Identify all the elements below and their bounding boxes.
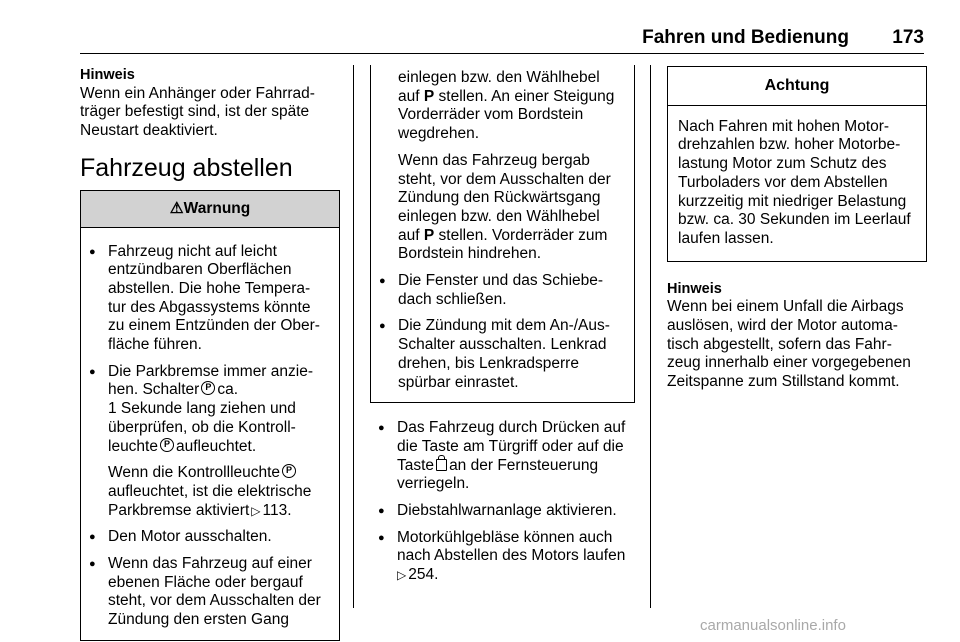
line: ● Das Fahrzeug durch Drücken auf [397,419,626,437]
text: auf [398,226,420,244]
parking-brake-icon [282,464,296,478]
line: Wenn das Fahrzeug bergab [398,151,590,169]
line: lastung Motor zum Schutz des [678,155,887,173]
line: steht, vor dem Ausschalten der [108,592,321,610]
column-divider-2 [650,65,651,608]
line: ● Wenn das Fahrzeug auf einer [108,555,312,573]
caution-body [668,106,926,261]
column-divider-1 [353,65,354,608]
text: stellen. Vorderräder zum [438,226,608,244]
line: fläche führen. [108,336,202,354]
page-ref[interactable]: 113. [262,501,292,519]
caution-heading: Achtung [668,67,926,106]
text: auf [398,87,420,105]
column-2 [370,65,635,593]
continued-text [377,152,628,264]
line: abstellen. Die hohe Tempera- [108,279,311,297]
warning-body [81,228,339,640]
list-item [87,528,333,547]
line: ● Motorkühlgebläse können auch [397,528,613,546]
paragraph [108,464,333,520]
text: hen. Schalter [108,381,200,399]
note-heading: Hinweis [667,280,722,297]
page-ref[interactable]: 254. [408,566,439,584]
line: wegdrehen. [398,125,480,143]
line: ebenen Fläche oder bergauf [108,573,303,591]
line: Zeitspanne zum Stillstand kommt. [667,373,900,391]
gear-p: P [423,226,435,244]
text: leuchte [108,437,158,455]
header-title: Fahren und Bedienung [642,27,849,48]
caution-box [667,66,927,262]
line: ● Die Fenster und das Schiebe- [398,272,604,290]
note-line: träger befestigt sind, ist der späte [80,103,310,121]
line: drehen, bis Lenkradsperre [398,354,579,372]
text: stellen. An einer Steigung [438,87,615,105]
line: Nach Fahren mit hohen Motor- [678,117,890,135]
text: aufleuchtet. [175,437,257,455]
warning-label: Warnung [183,199,251,217]
line: überprüfen, ob die Kontroll- [108,418,296,436]
line [397,457,635,476]
line: zeug innerhalb einer vorgegebenen [667,354,911,372]
line: tur des Abgassystems könnte [108,298,311,316]
line [108,502,333,521]
line: Zündung den Rückwärtsgang [398,189,601,207]
list-item [377,272,628,309]
continued-text [377,69,628,144]
section-title: Fahrzeug abstellen [80,153,293,182]
note-heading: Hinweis [80,67,135,83]
text: ca. [217,381,239,399]
line: Bordstein hindrehen. [398,245,542,263]
line [108,381,333,400]
list-item [377,317,628,392]
header-rule [80,53,924,54]
paragraph [108,400,333,456]
page-header [0,0,960,56]
line: drehzahlen bzw. hoher Motorbe- [678,136,901,154]
list-item [87,243,333,355]
note-line: Wenn ein Anhänger oder Fahrrad- [80,84,315,102]
line: aufleuchtet, ist die elektrische [108,482,312,500]
warning-body-continued [371,65,634,402]
list-item [376,502,635,521]
line: einlegen bzw. den Wählhebel [398,207,600,225]
text: Parkbremse aktiviert [108,501,250,519]
parking-brake-icon [160,438,174,452]
page-ref-arrow-icon: ▷ [397,568,407,583]
text: Wenn die Kontrollleuchte [108,464,281,482]
gear-p: P [423,87,435,105]
list-item [87,555,333,630]
text: Taste [397,456,435,474]
line: nach Abstellen des Motors laufen [397,547,626,565]
line: zu einem Entzünden der Ober- [108,317,320,335]
line: einlegen bzw. den Wählhebel [398,69,600,86]
line [398,88,628,107]
warning-heading [81,191,339,228]
line: Vorderräder vom Bordstein [398,106,584,124]
note [667,280,927,392]
warning-box [80,190,340,641]
page-number: 173 [892,27,924,48]
line: tisch abgestellt, sofern das Fahr- [667,335,892,353]
line: ● Die Parkbremse immer anzie- [108,362,313,380]
line: spürbar einrastet. [398,373,519,391]
line: entzündbaren Oberflächen [108,261,292,279]
list-item [87,363,333,521]
note-line: Neustart deaktiviert. [80,122,218,140]
line: Turboladers vor dem Abstellen [678,173,888,191]
line [108,438,333,457]
line: Schalter ausschalten. Lenkrad [398,336,607,354]
line: dach schließen. [398,290,507,308]
column-1 [80,66,340,641]
line: verriegeln. [397,475,470,493]
column-3 [667,66,927,392]
line: laufen lassen. [678,229,774,247]
list-item [376,529,635,585]
line: steht, vor dem Ausschalten der [398,170,611,188]
line [398,227,628,246]
line: ● Diebstahlwarnanlage aktivieren. [397,502,617,520]
line: die Taste am Türgriff oder auf die [397,437,624,455]
line: kurzzeitig mit niedriger Belastung [678,192,907,210]
note-text [80,85,340,141]
warning-box-continued [370,65,635,403]
parking-brake-icon [201,381,215,395]
body-list [370,419,635,585]
line: Wenn bei einem Unfall die Airbags [667,298,904,316]
line: 1 Sekunde lang ziehen und [108,400,296,418]
watermark: carmanualsonline.info [700,617,846,634]
lock-icon [436,459,447,471]
line: ● Fahrzeug nicht auf leicht [108,242,277,260]
line [108,464,333,483]
line: ● Die Zündung mit dem An-/Aus- [398,317,610,335]
line [397,566,635,585]
line: auslösen, wird der Motor automa- [667,317,898,335]
warning-triangle-icon: ⚠ [169,199,184,217]
line: bzw. ca. 30 Sekunden im Leerlauf [678,211,911,229]
text: an der Fernsteuerung [449,456,599,474]
line: Zündung den ersten Gang [108,611,289,629]
line: ● Den Motor ausschalten. [108,528,272,546]
list-item [376,419,635,494]
page-ref-arrow-icon: ▷ [251,503,261,518]
